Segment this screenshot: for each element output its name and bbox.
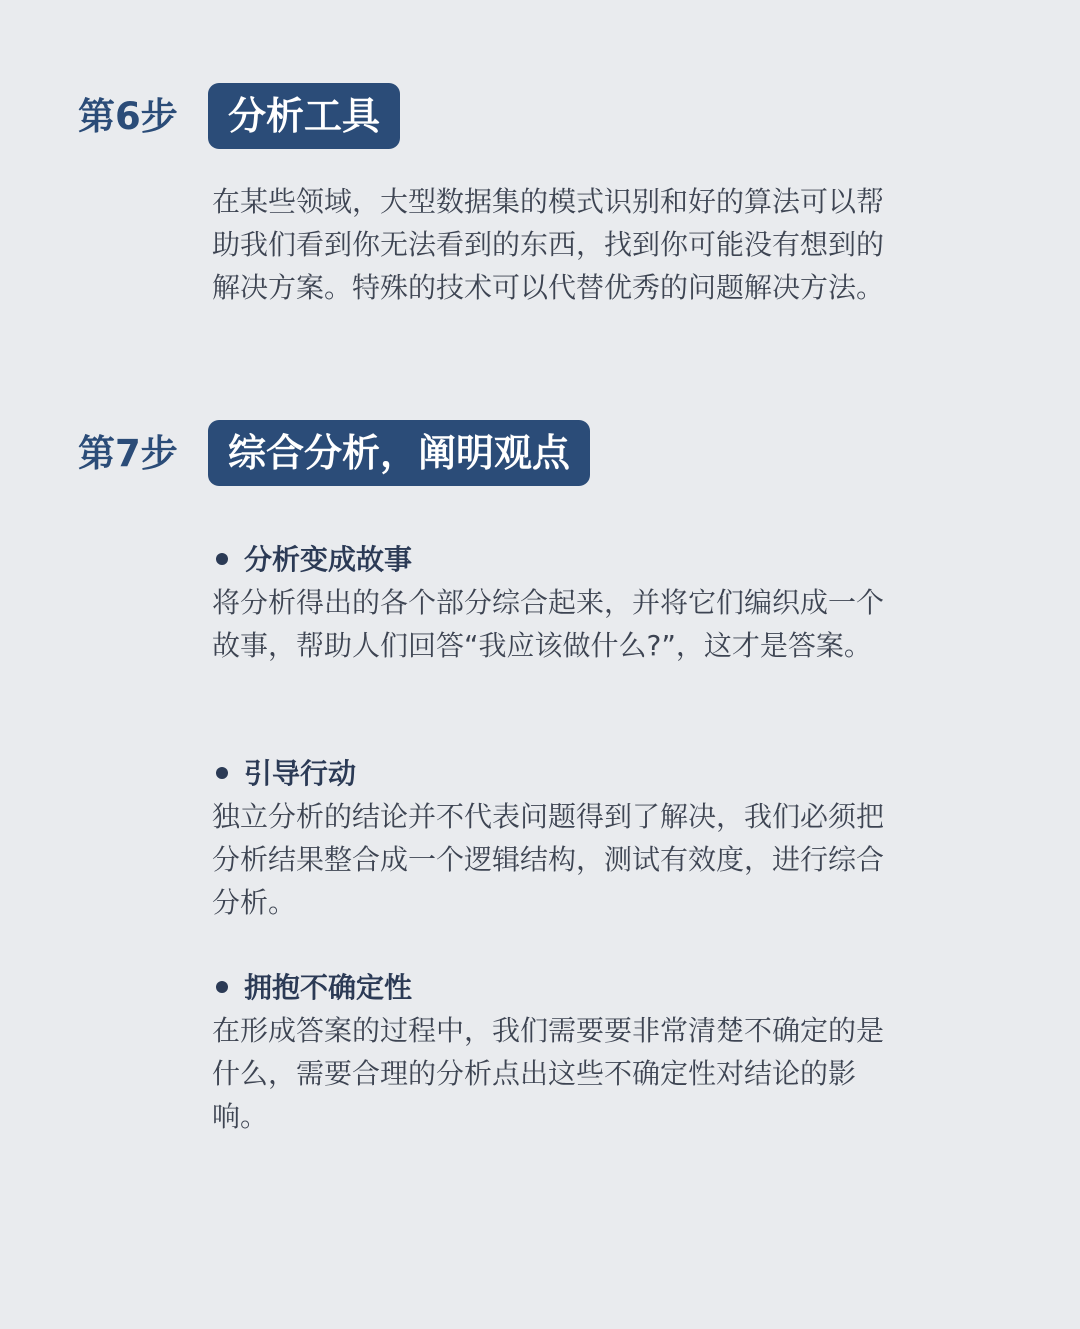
step-6-title-badge: 分析工具: [208, 83, 400, 149]
bullet-dot-icon: [216, 981, 228, 993]
bullet-heading-uncertainty: [212, 966, 412, 1009]
bullet-body-action: 独立分析的结论并不代表问题得到了解决，我们必须把分析结果整合成一个逻辑结构，测试有效度，进行综合分析。: [212, 800, 885, 919]
step-6-description: 在某些领域，大型数据集的模式识别和好的算法可以帮助我们看到你无法看到的东西，找到你可能没有想到的解决方案。特殊的技术可以代替优秀的问题解决方法。: [212, 185, 885, 304]
bullet-heading-action: [212, 752, 356, 795]
bullet-heading-text: 分析变成故事: [244, 543, 413, 576]
bullet-dot-icon: [216, 553, 228, 565]
step-6-label: 第6步: [78, 95, 178, 138]
bullet-heading-text: 引导行动: [244, 757, 357, 790]
bullet-dot-icon: [216, 767, 228, 779]
bullet-body-uncertainty: 在形成答案的过程中，我们需要要非常清楚不确定的是什么，需要合理的分析点出这些不确定性对结论的影响。: [212, 1014, 885, 1133]
bullet-body-story: 将分析得出的各个部分综合起来，并将它们编织成一个故事，帮助人们回答“我应该做什么?”，这才是答案。: [212, 586, 885, 662]
step-7-label: 第7步: [78, 432, 178, 475]
step-7-title-badge: 综合分析，阐明观点: [208, 420, 590, 486]
bullet-heading-story: [212, 538, 412, 581]
bullet-heading-text: 拥抱不确定性: [244, 971, 413, 1004]
